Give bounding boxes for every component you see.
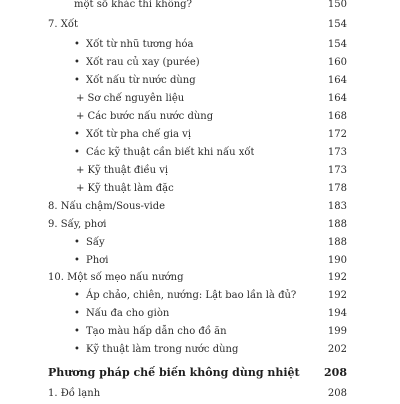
toc-page-number: 172 — [327, 129, 347, 140]
bullet-icon: • — [74, 57, 80, 68]
toc-entry — [0, 322, 400, 342]
toc-section-heading — [0, 363, 400, 383]
toc-entry-title — [74, 304, 169, 324]
toc-entry-title — [76, 107, 213, 127]
toc-entry-title — [74, 35, 194, 55]
toc-entry-title — [76, 89, 184, 109]
toc-entry-title — [48, 15, 78, 35]
toc-entry-text: 7. Xốt — [48, 19, 78, 30]
toc-entry-text: Xốt từ nhũ tương hóa — [86, 39, 194, 50]
toc-page-number: 208 — [327, 388, 347, 399]
toc-entry-title — [76, 179, 174, 199]
toc-entry-text: Áp chảo, chiên, nướng: Lật bao lần là đủ? — [86, 290, 297, 301]
toc-entry — [0, 384, 400, 404]
toc-entry-text: Phơi — [86, 255, 109, 266]
toc-entry-title — [74, 286, 296, 306]
toc-entry-title — [48, 197, 165, 217]
toc-entry — [0, 89, 400, 109]
toc-entry-title — [74, 322, 227, 342]
bullet-icon: • — [74, 290, 80, 301]
toc-entry-title — [48, 215, 106, 235]
toc-page-number: 188 — [327, 237, 347, 248]
toc-entry-title — [74, 0, 192, 15]
toc-entry — [0, 161, 400, 181]
bullet-icon: • — [74, 344, 80, 355]
bullet-icon: • — [74, 39, 80, 50]
toc-entry — [0, 15, 400, 35]
toc-page-number: 168 — [327, 111, 347, 122]
toc-entry — [0, 125, 400, 145]
toc-entry — [0, 35, 400, 55]
toc-entry-text: 8. Nấu chậm/Sous-vide — [48, 201, 166, 212]
toc-page-number: 160 — [327, 57, 347, 68]
toc-entry-text: 1. Đồ lạnh — [48, 388, 101, 399]
toc-entry-title — [74, 143, 254, 163]
toc-page-number: 192 — [327, 272, 347, 283]
toc-entry — [0, 268, 400, 288]
toc-page-number: 150 — [327, 0, 347, 10]
toc-entry-text: 10. Một số mẹo nấu nướng — [48, 272, 184, 283]
toc-entry-text: + Các bước nấu nước dùng — [76, 111, 214, 122]
toc-entry-text: + Sơ chế nguyên liệu — [76, 93, 185, 104]
toc-entry-title — [74, 233, 105, 253]
bullet-icon: • — [74, 308, 80, 319]
toc-page-number: 164 — [327, 75, 347, 86]
toc-entry-text: Sấy — [86, 237, 105, 248]
toc-entry — [0, 71, 400, 91]
toc-page-number: 194 — [327, 308, 347, 319]
toc-entry-text: Các kỹ thuật cần biết khi nấu xốt — [86, 147, 255, 158]
toc-entry — [0, 340, 400, 360]
toc-entry-title — [76, 161, 168, 181]
toc-entry — [0, 286, 400, 306]
toc-page-number: 164 — [327, 93, 347, 104]
bullet-icon: • — [74, 255, 80, 266]
toc-entry-text: Phương pháp chế biến không dùng nhiệt — [48, 366, 300, 379]
toc-page-number: 192 — [327, 290, 347, 301]
toc-entry-text: Xốt từ pha chế gia vị — [86, 129, 192, 140]
toc-page-number: 202 — [327, 344, 347, 355]
toc-entry-title — [74, 71, 196, 91]
toc-entry — [0, 215, 400, 235]
toc-page-number: 173 — [327, 147, 347, 158]
bullet-icon: • — [74, 147, 80, 158]
toc-page-number: 183 — [327, 201, 347, 212]
bullet-icon: • — [74, 129, 80, 140]
toc-entry-title — [74, 53, 200, 73]
toc-entry-text: Xốt nấu từ nước dùng — [86, 75, 196, 86]
toc-page-number: 173 — [327, 165, 347, 176]
bullet-icon: • — [74, 326, 80, 337]
toc-entry-text: + Kỹ thuật làm đặc — [76, 183, 174, 194]
toc-page-number: 199 — [327, 326, 347, 337]
toc-page-number: 190 — [327, 255, 347, 266]
toc-entry-text: một số khác thì không? — [74, 0, 192, 10]
toc-entry — [0, 107, 400, 127]
bullet-icon: • — [74, 75, 80, 86]
toc-entry-text: Kỹ thuật làm trong nước dùng — [86, 344, 239, 355]
toc-entry-title — [48, 268, 184, 288]
toc-entry-text: + Kỹ thuật điều vị — [76, 165, 169, 176]
toc-page-number: 154 — [327, 19, 347, 30]
toc-entry — [0, 0, 400, 15]
bullet-icon: • — [74, 237, 80, 248]
toc-entry-text: Nấu đa cho giòn — [86, 308, 170, 319]
toc-entry — [0, 197, 400, 217]
toc-page-number: 208 — [324, 366, 347, 379]
toc-page-number: 188 — [327, 219, 347, 230]
toc-page-number: 178 — [327, 183, 347, 194]
toc-entry-title — [74, 340, 238, 360]
toc-entry — [0, 143, 400, 163]
toc-entry-text: 9. Sấy, phơi — [48, 219, 107, 230]
toc-entry — [0, 179, 400, 199]
toc-entry-title — [48, 363, 300, 383]
toc-entry-text: Tạo màu hấp dẫn cho đồ ăn — [86, 326, 227, 337]
toc-entry-title — [74, 125, 191, 145]
toc-entry — [0, 233, 400, 253]
toc-entry-text: Xốt rau củ xay (purée) — [86, 57, 200, 68]
toc-entry — [0, 304, 400, 324]
toc-entry-title — [48, 384, 100, 404]
toc-page-number: 154 — [327, 39, 347, 50]
toc-entry — [0, 53, 400, 73]
